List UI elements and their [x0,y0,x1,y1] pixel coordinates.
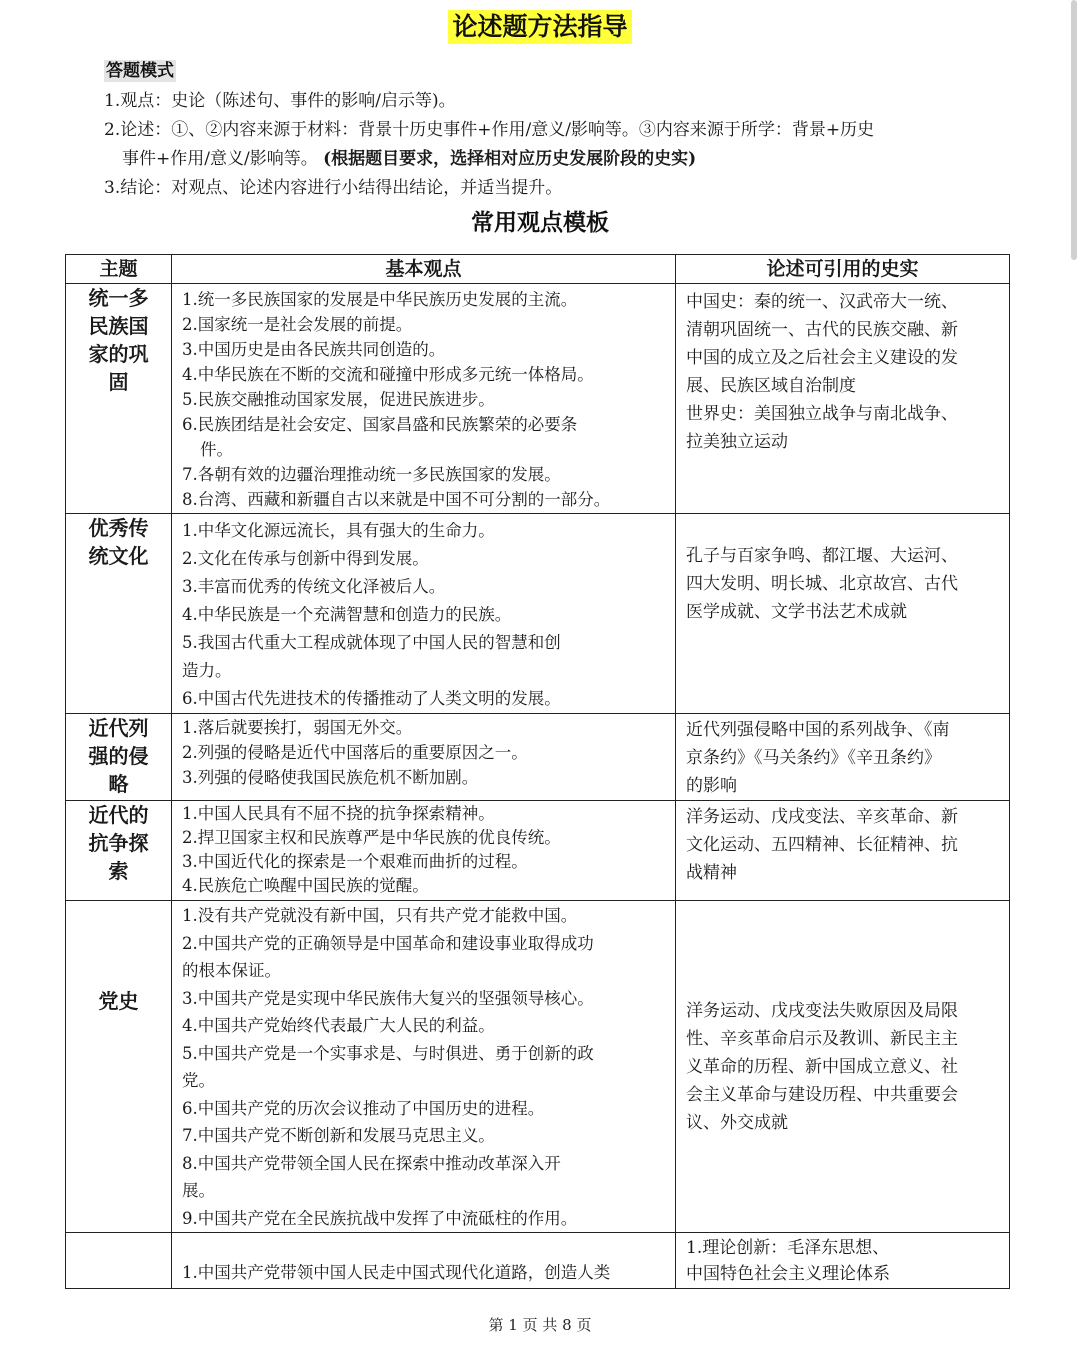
topic-cell [66,1233,172,1289]
table-row [66,714,1010,801]
page-footer [0,1314,1080,1336]
viewpoint-line: 1.没有共产党就没有新中国，只有共产党才能救中国。 [182,906,578,925]
viewpoint-line: 2.文化在传承与创新中得到发展。 [182,549,429,568]
table-row [66,284,1010,514]
title-area [0,10,1080,44]
viewpoint-line: 2.国家统一是社会发展的前提。 [182,315,413,334]
fact-line: 中国特色社会主义理论体系 [686,1264,890,1284]
topic-line: 党史 [98,989,139,1013]
facts-cell [676,714,1010,801]
topic-line: 强的侵 [88,744,149,768]
viewpoint-line: 5.中国共产党是一个实事求是、与时俱进、勇于创新的政 [182,1043,594,1063]
topic-cell [66,714,172,801]
fact-line: 医学成就、文学书法艺术成就 [686,602,907,622]
table-header-row [66,255,1010,284]
viewpoint-line: 2.列强的侵略是近代中国落后的重要原因之一。 [182,743,528,762]
fact-line: 四大发明、明长城、北京故宫、古代 [686,574,958,594]
viewpoint-template-table [65,254,1010,1289]
topic-line: 家的巩 [88,342,149,366]
viewpoint-line: 4.中国共产党始终代表最广大人民的利益。 [182,1016,495,1035]
answer-mode-lines [104,87,1004,203]
viewpoint-line: 8.台湾、西藏和新疆自古以来就是中国不可分割的一部分。 [182,490,611,509]
viewpoint-line: 4.民族危亡唤醒中国民族的觉醒。 [182,876,429,895]
table-row [66,514,1010,714]
viewpoint-line: 3.中国共产党是实现中华民族伟大复兴的坚强领导核心。 [182,988,594,1008]
viewpoint-line: 2.捍卫国家主权和民族尊严是中华民族的优良传统。 [182,828,561,847]
topic-line: 统一多 [88,286,149,310]
views-cell [172,714,676,801]
mode-line-argument-cont-plain: 事件+作用/意义/影响等。 [122,149,318,169]
views-cell [172,514,676,714]
viewpoint-line: 党。 [182,1071,215,1090]
viewpoint-line: 造力。 [182,661,232,680]
facts-cell [676,801,1010,901]
viewpoint-line: 5.民族交融推动国家发展，促进民族进步。 [182,390,495,409]
fact-line: 洋务运动、戊戌变法失败原因及局限 [686,1000,958,1021]
viewpoint-line: 3.中国历史是由各民族共同创造的。 [182,340,446,359]
header-views: 基本观点 [172,255,676,284]
fact-line: 议、外交成就 [686,1112,788,1133]
viewpoint-line: 1.落后就要挨打，弱国无外交。 [182,718,413,737]
viewpoint-line: 5.我国古代重大工程成就体现了中国人民的智慧和创 [182,633,561,652]
topic-cell [66,514,172,714]
facts-cell [676,514,1010,714]
facts-cell [676,901,1010,1233]
footer-middle: 页 共 [522,1316,558,1334]
fact-line: 京条约》《马关条约》《辛丑条约》 [686,748,941,768]
fact-line: 义革命的历程、新中国成立意义、社 [686,1056,958,1077]
topic-line: 民族国 [88,314,149,338]
viewpoint-line: 6.中国共产党的历次会议推动了中国历史的进程。 [182,1098,545,1118]
viewpoint-line: 9.中国共产党在全民族抗战中发挥了中流砥柱的作用。 [182,1208,578,1228]
facts-cell [676,284,1010,514]
table-row [66,901,1010,1233]
table-row [66,801,1010,901]
fact-line: 的影响 [686,776,737,796]
fact-line: 1.理论创新：毛泽东思想、 [686,1238,890,1258]
viewpoint-line: 6.民族团结是社会安定、国家昌盛和民族繁荣的必要条 [182,415,578,434]
views-cell [172,284,676,514]
header-topic: 主题 [66,255,172,284]
facts-cell [676,1233,1010,1289]
mode-line-argument-note: (根据题目要求，选择相对应历史发展阶段的史实) [323,149,697,169]
topic-line: 优秀传 [88,516,149,540]
topic-line: 固 [108,370,129,394]
views-cell [172,801,676,901]
fact-line: 战精神 [686,863,737,883]
views-cell [172,901,676,1233]
fact-line: 展、民族区域自治制度 [686,376,856,396]
viewpoint-line: 4.中华民族是一个充满智慧和创造力的民族。 [182,605,512,624]
viewpoint-line: 2.中国共产党的正确领导是中国革命和建设事业取得成功 [182,933,594,953]
viewpoint-line: 3.中国近代化的探索是一个艰难而曲折的过程。 [182,852,528,871]
footer-page-number: 1 [508,1316,518,1334]
fact-line: 中国的成立及之后社会主义建设的发 [686,348,958,368]
fact-line: 孔子与百家争鸣、都江堰、大运河、 [686,546,958,566]
topic-cell [66,901,172,1233]
viewpoint-line: 1.中国共产党带领中国人民走中国式现代化道路，创造人类 [182,1263,611,1282]
viewpoint-line: 3.列强的侵略使我国民族危机不断加剧。 [182,768,479,787]
fact-line: 洋务运动、戊戌变法、辛亥革命、新 [686,807,958,827]
viewpoint-line: 的根本保证。 [182,961,281,980]
mode-line-conclusion: 3.结论：对观点、论述内容进行小结得出结论，并适当提升。 [104,178,563,198]
footer-total-pages: 8 [562,1316,572,1334]
fact-line: 清朝巩固统一、古代的民族交融、新 [686,320,958,340]
footer-prefix: 第 [488,1316,504,1334]
footer-suffix: 页 [576,1316,592,1334]
fact-line: 文化运动、五四精神、长征精神、抗 [686,835,958,855]
viewpoint-line: 4.中华民族在不断的交流和碰撞中形成多元统一体格局。 [182,365,594,384]
mode-line-argument-cont [104,145,1004,174]
mode-line-argument: 2.论述：①、②内容来源于材料：背景十历史事件+作用/意义/影响等。③内容来源于所学：背景+历史 [104,120,875,140]
viewpoint-line: 1.中国人民具有不屈不挠的抗争探索精神。 [182,804,495,823]
viewpoint-line: 展。 [182,1181,215,1200]
viewpoint-line: 6.中国古代先进技术的传播推动了人类文明的发展。 [182,689,561,708]
viewpoint-line: 1.中华文化源远流长，具有强大的生命力。 [182,521,495,540]
viewpoint-line: 7.各朝有效的边疆治理推动统一多民族国家的发展。 [182,465,561,484]
topic-cell [66,801,172,901]
header-facts: 论述可引用的史实 [676,255,1010,284]
fact-line: 世界史：美国独立战争与南北战争、 [686,404,958,424]
topic-line: 近代的 [88,803,149,827]
table-row [66,1233,1010,1289]
fact-line: 性、辛亥革命启示及教训、新民主主 [686,1028,958,1049]
viewpoint-line: 件。 [200,440,233,459]
topic-line: 索 [108,859,129,883]
viewpoint-line: 8.中国共产党带领全国人民在探索中推动改革深入开 [182,1153,561,1173]
section-subtitle: 常用观点模板 [471,210,609,236]
views-cell [172,1233,676,1289]
topic-line: 近代列 [88,716,149,740]
viewpoint-line: 3.丰富而优秀的传统文化泽被后人。 [182,577,446,596]
fact-line: 近代列强侵略中国的系列战争、《南 [686,720,950,740]
topic-cell [66,284,172,514]
viewpoint-line: 1.统一多民族国家的发展是中华民族历史发展的主流。 [182,290,578,309]
topic-line: 统文化 [88,544,149,568]
fact-line: 拉美独立运动 [686,432,788,452]
mode-line-viewpoint: 1.观点：史论（陈述句、事件的影响/启示等)。 [104,91,456,111]
page-title: 论述题方法指导 [448,10,631,44]
fact-line: 中国史：秦的统一、汉武帝大一统、 [686,292,958,312]
fact-line: 会主义革命与建设历程、中共重要会 [686,1084,958,1105]
viewpoint-line: 7.中国共产党不断创新和发展马克思主义。 [182,1126,495,1145]
topic-line: 抗争探 [88,831,149,855]
topic-line: 略 [108,772,129,796]
answer-mode-label: 答题模式 [106,61,174,81]
